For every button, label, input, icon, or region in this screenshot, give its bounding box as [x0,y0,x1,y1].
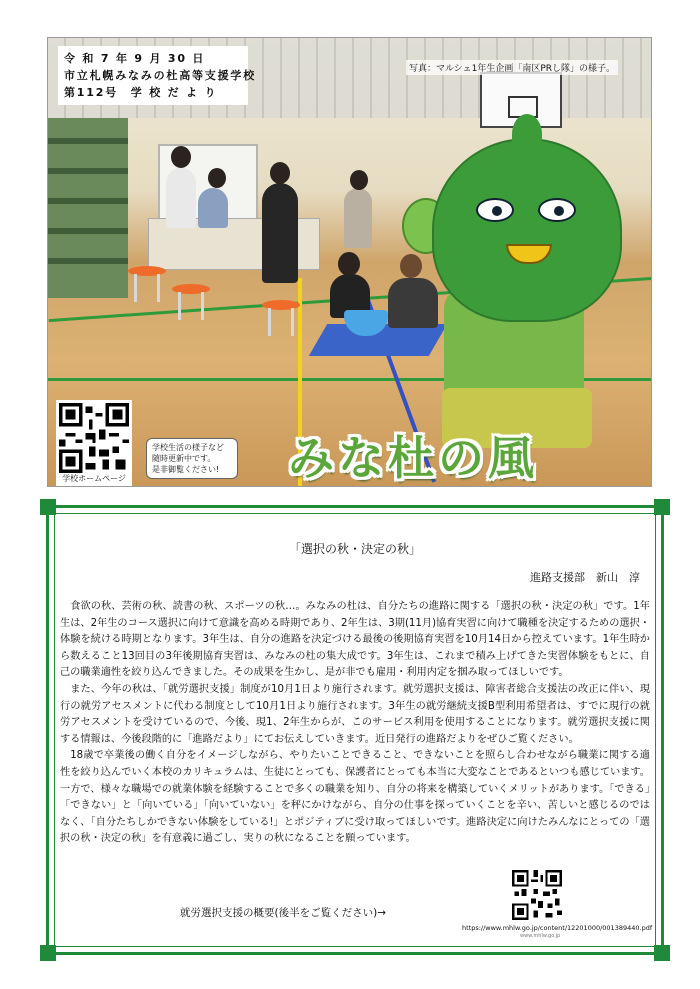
article-body [60,599,650,848]
frame-corner [654,499,670,515]
article [60,520,650,848]
update-bubble [146,438,238,479]
frame-corner [40,499,56,515]
pdf-url[interactable]: https://www.mhlw.go.jp/content/12201000/001389440.pdf [462,924,653,932]
bubble-line: 随時更新中です。 [152,454,216,463]
gym-wall-bars [48,118,128,298]
article-paragraph: 18歳で卒業後の働く自分をイメージしながら、やりたいことできること、できないことを照らし合わせながら職業に関する適性を絞り込んでいく本校のカリキュラムは、生徒にとっても、保護者にとっても本当に大変なことであるといつも感じています。一方で、様々な職場での就業体験を経験することで多くの職業を知り、自分の将来を構築していくメリットがあります。「できる」「できない」と「向いている」「向いていない」を秤にかけながら、自分の仕事を探っていくことを辛い、苦しいと感じるのではなく、「自分たちしかできない体験をしている!」とポジティブに受け取ってほしいです。進路決定に向けたみんなにとっての「選択の秋・決定の秋」を有意義に過ごし、実りの秋になることを願っています。 [60,750,650,845]
pdf-url-note: www.mhlw.go.jp [520,933,561,939]
article-title: 「選択の秋・決定の秋」 [288,542,421,556]
photo-caption: 写真：マルシェ1年生企画「南区PRし隊」の様子。 [406,60,618,75]
frame-corner [40,945,56,961]
issue-date: 令 和 7 年 9 月 30 日 [64,52,206,65]
bubble-line: 学校生活の様子など [152,443,224,452]
support-overview-link[interactable]: 就労選択支援の概要(後半をご覧ください)→ [180,907,386,919]
qr-label: 学校ホームページ [62,474,126,483]
pdf-qr-code-icon[interactable] [512,870,562,920]
mascot-head [432,138,622,322]
bubble-line: 是非御覧ください! [152,465,220,474]
article-paragraph: 食欲の秋、芸術の秋、読書の秋、スポーツの秋…。みなみの杜は、自分たちの進路に関する「選択の秋・決定の秋」です。1年生は、2年生のコース選択に向けて意識を高める時期であり、2年生は、3期(11月)協育実習に向けて職種を決定するための選択・体験を続ける時期となります。3年生は、自分の進路を決定づける最後の後期協育実習を10月14日から控えています。1年生時から数えること13回目の3年後期協育実習は、みなみの杜の集大成です。3年生は、これまで積み上げてきた実習体験をもとに、自己の職業適性を絞り込んできました。その成果を生かし、是が非でも雇用・利用内定を掴み取ってほしいです。 [60,601,650,679]
newsletter-masthead: みな杜の風 [288,431,538,485]
article-author: 進路支援部 新山 淳 [530,571,640,584]
article-paragraph: また、今年の秋は、「就労選択支援」制度が10月1日より施行されます。就労選択支援は、障害者総合支援法の改正に伴い、現行の就労アセスメントに代わる制度として10月1日より施行されます。3年生の就労継続支援B型利用希望者は、すでに現行の就労アセスメントを受けているので、今後、現1、2年生からが、このサービス利用を使用することになります。就労選択支援に関する情報は、今後段階的に「進路だより」にてお伝えしていきます。近日発行の進路だよりをぜひご覧ください。 [60,683,650,745]
issue-info-box [58,46,256,105]
school-name: 市立札幌みなみの杜高等支援学校 [64,69,256,82]
header-photo [47,37,652,487]
issue-number: 第112号 学 校 だ よ り [64,86,218,99]
homepage-qr[interactable] [56,400,132,487]
frame-corner [654,945,670,961]
qr-code-icon [59,403,129,473]
